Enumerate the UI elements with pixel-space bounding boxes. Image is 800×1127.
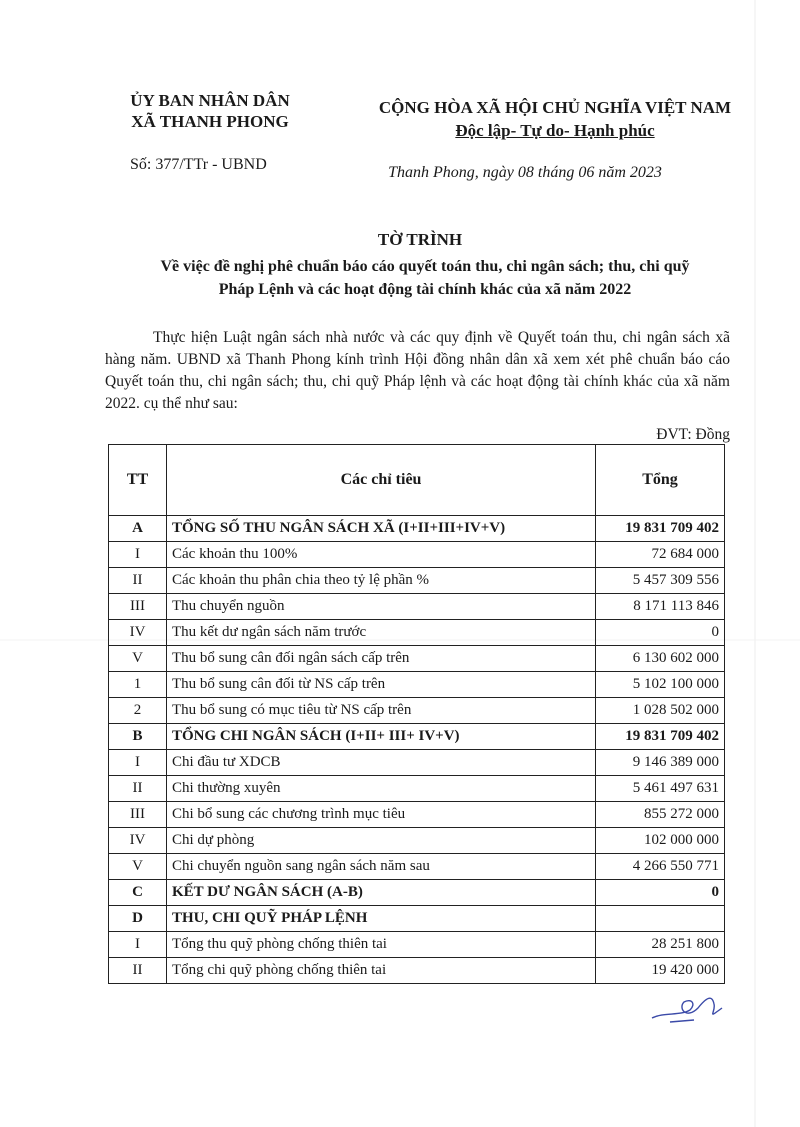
- row-indicator: Thu bổ sung cân đối từ NS cấp trên: [167, 672, 596, 698]
- row-indicator: Chi chuyển nguồn sang ngân sách năm sau: [167, 854, 596, 880]
- row-indicator: Thu bổ sung có mục tiêu từ NS cấp trên: [167, 698, 596, 724]
- row-tt: I: [109, 932, 167, 958]
- row-indicator: Các khoản thu 100%: [167, 542, 596, 568]
- table-row: [109, 672, 725, 698]
- row-indicator: Tổng thu quỹ phòng chống thiên tai: [167, 932, 596, 958]
- table-row: [109, 542, 725, 568]
- row-tt: IV: [109, 828, 167, 854]
- national-header: [330, 96, 780, 142]
- row-indicator: Thu kết dư ngân sách năm trước: [167, 620, 596, 646]
- row-tt: II: [109, 958, 167, 984]
- row-tt: D: [109, 906, 167, 932]
- row-indicator: THU, CHI QUỸ PHÁP LỆNH: [167, 906, 596, 932]
- budget-table: [108, 444, 725, 984]
- row-indicator: Chi thường xuyên: [167, 776, 596, 802]
- row-tt: III: [109, 594, 167, 620]
- row-amount: 72 684 000: [596, 542, 725, 568]
- row-amount: 28 251 800: [596, 932, 725, 958]
- row-tt: V: [109, 854, 167, 880]
- row-amount: 19 420 000: [596, 958, 725, 984]
- header-tt: TT: [109, 445, 167, 516]
- row-amount: 19 831 709 402: [596, 516, 725, 542]
- subtitle-line-1: Về việc đề nghị phê chuẩn báo cáo quyết toán thu, chi ngân sách; thu, chi quỹ: [160, 258, 690, 275]
- row-amount: 5 461 497 631: [596, 776, 725, 802]
- row-tt: B: [109, 724, 167, 750]
- document-date: Thanh Phong, ngày 08 tháng 06 năm 2023: [388, 164, 662, 181]
- issuing-organization: [100, 90, 320, 132]
- row-amount: [596, 906, 725, 932]
- row-tt: A: [109, 516, 167, 542]
- org-line-2: XÃ THANH PHONG: [131, 112, 289, 131]
- row-amount: 6 130 602 000: [596, 646, 725, 672]
- row-tt: II: [109, 776, 167, 802]
- row-amount: 9 146 389 000: [596, 750, 725, 776]
- row-tt: V: [109, 646, 167, 672]
- table-row: [109, 880, 725, 906]
- row-amount: 5 457 309 556: [596, 568, 725, 594]
- row-tt: 1: [109, 672, 167, 698]
- row-tt: II: [109, 568, 167, 594]
- currency-unit: ĐVT: Đồng: [656, 426, 730, 443]
- table-row: [109, 802, 725, 828]
- row-indicator: KẾT DƯ NGÂN SÁCH (A-B): [167, 880, 596, 906]
- row-amount: 855 272 000: [596, 802, 725, 828]
- document-title: TỜ TRÌNH: [377, 230, 463, 249]
- table-body: [109, 516, 725, 984]
- table-row: [109, 724, 725, 750]
- table-row: [109, 568, 725, 594]
- row-tt: IV: [109, 620, 167, 646]
- header-indicator: Các chỉ tiêu: [167, 445, 596, 516]
- signature: [650, 990, 730, 1030]
- row-indicator: Các khoản thu phân chia theo tỷ lệ phần %: [167, 568, 596, 594]
- table-row: [109, 750, 725, 776]
- row-indicator: TỔNG SỐ THU NGÂN SÁCH XÃ (I+II+III+IV+V): [167, 516, 596, 542]
- row-amount: 19 831 709 402: [596, 724, 725, 750]
- row-amount: 8 171 113 846: [596, 594, 725, 620]
- national-motto: Độc lập- Tự do- Hạnh phúc: [455, 121, 655, 140]
- row-amount: 102 000 000: [596, 828, 725, 854]
- table-row: [109, 932, 725, 958]
- row-amount: 5 102 100 000: [596, 672, 725, 698]
- table-row: [109, 646, 725, 672]
- row-amount: 1 028 502 000: [596, 698, 725, 724]
- row-indicator: Chi đầu tư XDCB: [167, 750, 596, 776]
- table-row: [109, 854, 725, 880]
- row-amount: 4 266 550 771: [596, 854, 725, 880]
- table-row: [109, 828, 725, 854]
- table-row: [109, 698, 725, 724]
- row-amount: 0: [596, 620, 725, 646]
- row-amount: 0: [596, 880, 725, 906]
- row-indicator: Chi bổ sung các chương trình mục tiêu: [167, 802, 596, 828]
- row-indicator: TỔNG CHI NGÂN SÁCH (I+II+ III+ IV+V): [167, 724, 596, 750]
- table-row: [109, 594, 725, 620]
- header-total: Tổng: [596, 445, 725, 516]
- row-indicator: Thu bổ sung cân đối ngân sách cấp trên: [167, 646, 596, 672]
- intro-paragraph: Thực hiện Luật ngân sách nhà nước và các quy định về Quyết toán thu, chi ngân sách xã hàng năm. UBND xã Thanh Phong kính trình Hội đồng nhân dân xã xem xét phê chuẩn báo cáo Quyết toán thu, chi ngân sách; thu, chi quỹ Pháp lệnh và các hoạt động tài chính khác của xã năm 2022. cụ thể như sau:: [105, 329, 730, 412]
- row-indicator: Thu chuyển nguồn: [167, 594, 596, 620]
- row-indicator: Tổng chi quỹ phòng chống thiên tai: [167, 958, 596, 984]
- table-row: [109, 776, 725, 802]
- table-row: [109, 516, 725, 542]
- row-tt: I: [109, 542, 167, 568]
- document-number: Số: 377/TTr - UBND: [130, 156, 267, 173]
- org-line-1: ỦY BAN NHÂN DÂN: [130, 91, 290, 110]
- subtitle-line-2: Pháp Lệnh và các hoạt động tài chính khác của xã năm 2022: [218, 281, 632, 298]
- row-tt: I: [109, 750, 167, 776]
- table-header-row: [109, 445, 725, 516]
- document-subtitle: [95, 255, 755, 301]
- row-indicator: Chi dự phòng: [167, 828, 596, 854]
- table-row: [109, 906, 725, 932]
- row-tt: III: [109, 802, 167, 828]
- table-row: [109, 958, 725, 984]
- row-tt: C: [109, 880, 167, 906]
- row-tt: 2: [109, 698, 167, 724]
- table-row: [109, 620, 725, 646]
- country-name: CỘNG HÒA XÃ HỘI CHỦ NGHĨA VIỆT NAM: [378, 98, 732, 117]
